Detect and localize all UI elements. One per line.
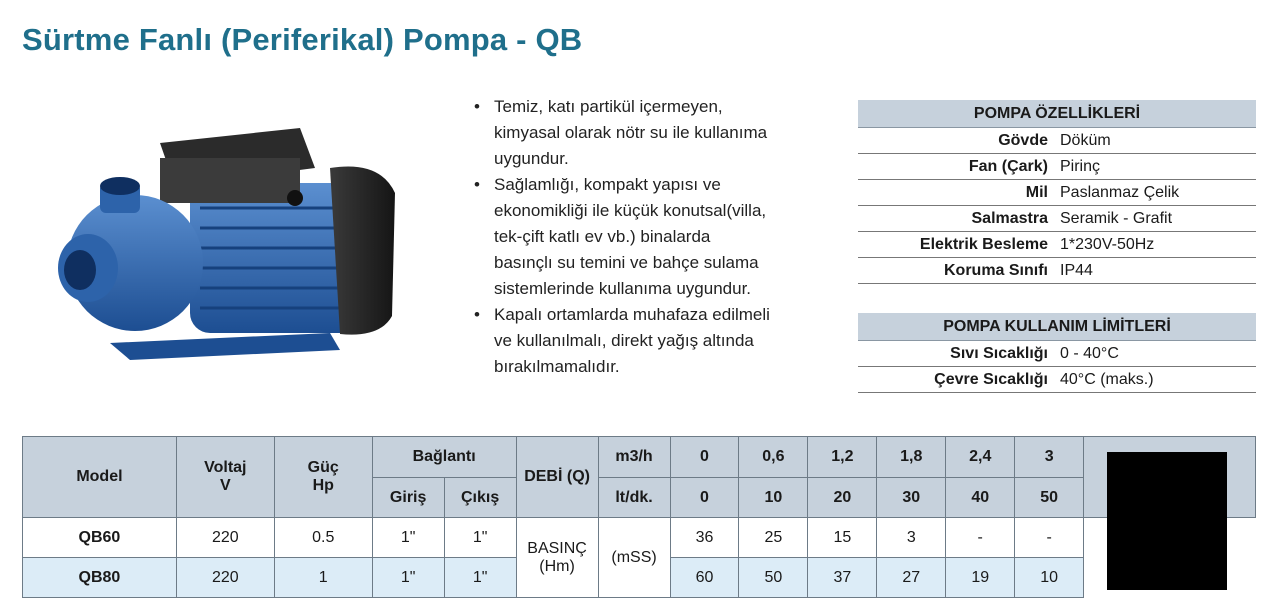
spec-key: Koruma Sınıfı — [858, 258, 1060, 284]
limit-row — [858, 367, 1256, 393]
spec-value: IP44 — [1060, 258, 1256, 284]
flow-ltdk: 40 — [946, 478, 1015, 518]
cell-pressure: 36 — [670, 518, 739, 558]
cell-pressure: 3 — [877, 518, 946, 558]
limit-row — [858, 341, 1256, 367]
performance-table — [22, 436, 1256, 598]
spec-value: Seramik - Grafit — [1060, 206, 1256, 232]
cell-pressure: 37 — [808, 558, 877, 598]
spec-key: Gövde — [858, 128, 1060, 154]
unit-m3h: m3/h — [598, 437, 670, 478]
col-debi: DEBİ (Q) — [516, 437, 598, 518]
cell-pressure: 60 — [670, 558, 739, 598]
feature-item: • Temiz, katı partikül içermeyen, kimyasal olarak nötr su ile kullanıma uygundur. — [470, 94, 830, 172]
spec-row — [858, 154, 1256, 180]
bullet: • — [474, 305, 480, 324]
cell-pressure: 50 — [739, 558, 808, 598]
pump-image — [40, 88, 440, 388]
flow-ltdk: 20 — [808, 478, 877, 518]
cell-giris: 1" — [372, 558, 444, 598]
unit-ltdk: lt/dk. — [598, 478, 670, 518]
cell-pressure: 10 — [1015, 558, 1084, 598]
cell-pressure: 27 — [877, 558, 946, 598]
flow-m3h: 2,4 — [946, 437, 1015, 478]
col-cikis: Çıkış — [444, 478, 516, 518]
flow-m3h: 0,6 — [739, 437, 808, 478]
flow-m3h: 1,8 — [877, 437, 946, 478]
cell-mss: (mSS) — [598, 518, 670, 598]
limit-value: 0 - 40°C — [1060, 341, 1256, 367]
limits-header: POMPA KULLANIM LİMİTLERİ — [858, 313, 1256, 341]
spec-value: 1*230V-50Hz — [1060, 232, 1256, 258]
col-voltaj: Voltaj V — [176, 437, 274, 518]
col-baglanti: Bağlantı — [372, 437, 516, 478]
flow-ltdk: 30 — [877, 478, 946, 518]
spec-row — [858, 128, 1256, 154]
col-model: Model — [23, 437, 177, 518]
cell-model: QB60 — [23, 518, 177, 558]
spec-key: Fan (Çark) — [858, 154, 1060, 180]
cell-giris: 1" — [372, 518, 444, 558]
cell-pressure: 25 — [739, 518, 808, 558]
spec-row — [858, 258, 1256, 284]
flow-m3h: 3 — [1015, 437, 1084, 478]
cell-pressure: - — [946, 518, 1015, 558]
feature-list — [470, 94, 830, 380]
limit-key: Çevre Sıcaklığı — [858, 367, 1060, 393]
bullet: • — [474, 97, 480, 116]
cell-pressure: - — [1015, 518, 1084, 558]
redacted-image-cell — [1084, 437, 1256, 518]
spec-key: Salmastra — [858, 206, 1060, 232]
flow-m3h: 0 — [670, 437, 739, 478]
page-title: Sürtme Fanlı (Periferikal) Pompa - QB — [22, 22, 583, 57]
col-giris: Giriş — [372, 478, 444, 518]
cell-cikis: 1" — [444, 558, 516, 598]
specs-table — [858, 100, 1256, 284]
spec-row — [858, 180, 1256, 206]
feature-item: • Kapalı ortamlarda muhafaza edilmeli ve kullanılmalı, direkt yağış altında bırakılmamalıdır. — [470, 302, 830, 380]
limits-table — [858, 313, 1256, 393]
flow-ltdk: 10 — [739, 478, 808, 518]
table-row — [23, 518, 1256, 558]
cell-pressure: 15 — [808, 518, 877, 558]
feature-item: • Sağlamlığı, kompakt yapısı ve ekonomikliği ile küçük konutsal(villa, tek-çift katlı ev vb.) binalarda basınçlı su temini ve bahçe sulama sistemlerinde kullanıma uygundur. — [470, 172, 830, 302]
cell-voltaj: 220 — [176, 518, 274, 558]
limit-value: 40°C (maks.) — [1060, 367, 1256, 393]
spec-key: Elektrik Besleme — [858, 232, 1060, 258]
cell-pressure: 19 — [946, 558, 1015, 598]
spec-row — [858, 232, 1256, 258]
flow-m3h: 1,2 — [808, 437, 877, 478]
flow-ltdk: 50 — [1015, 478, 1084, 518]
cell-basinc: BASINÇ (Hm) — [516, 518, 598, 598]
cell-voltaj: 220 — [176, 558, 274, 598]
flow-ltdk: 0 — [670, 478, 739, 518]
specs-header: POMPA ÖZELLİKLERİ — [858, 100, 1256, 128]
spec-row — [858, 206, 1256, 232]
cell-model: QB80 — [23, 558, 177, 598]
cell-cikis: 1" — [444, 518, 516, 558]
limit-key: Sıvı Sıcaklığı — [858, 341, 1060, 367]
spec-value: Döküm — [1060, 128, 1256, 154]
cell-guc: 1 — [274, 558, 372, 598]
col-guc: Güç Hp — [274, 437, 372, 518]
spec-value: Paslanmaz Çelik — [1060, 180, 1256, 206]
spec-key: Mil — [858, 180, 1060, 206]
bullet: • — [474, 175, 480, 194]
redacted-image — [1107, 452, 1227, 590]
spec-value: Pirinç — [1060, 154, 1256, 180]
cell-guc: 0.5 — [274, 518, 372, 558]
